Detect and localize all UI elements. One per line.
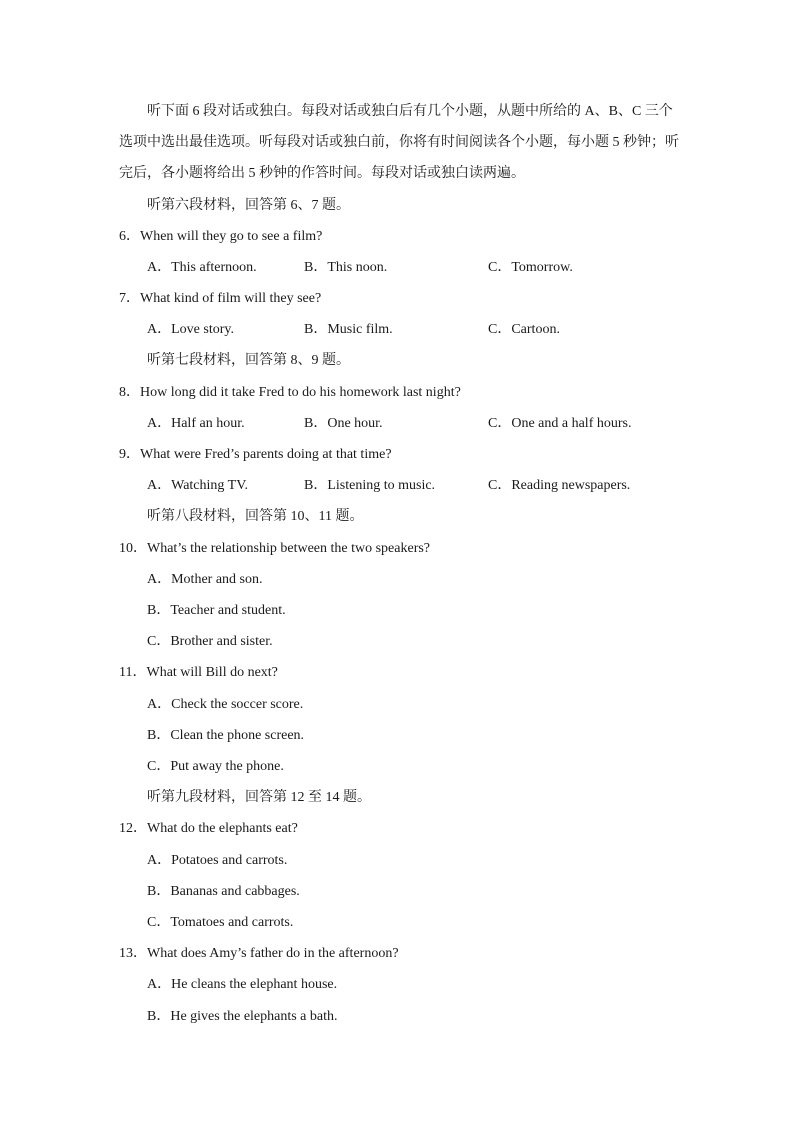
question-8: 8．How long did it take Fred to do his homework last night? bbox=[119, 385, 461, 400]
question-8-option-a: A．Half an hour. bbox=[147, 416, 245, 431]
question-6-option-c: C．Tomorrow. bbox=[488, 260, 573, 275]
instructions-line-3: 完后，各小题将给出 5 秒钟的作答时间。每段对话或独白读两遍。 bbox=[119, 166, 525, 181]
question-11-option-c: C．Put away the phone. bbox=[147, 759, 284, 774]
question-7: 7．What kind of film will they see? bbox=[119, 291, 322, 306]
section-9-heading: 听第九段材料，回答第 12 至 14 题。 bbox=[147, 790, 371, 805]
question-10-option-b: B．Teacher and student. bbox=[147, 603, 286, 618]
question-6: 6．When will they go to see a film? bbox=[119, 229, 323, 244]
instructions-line-2: 选项中选出最佳选项。听每段对话或独白前，你将有时间阅读各个小题，每小题 5 秒钟；听 bbox=[119, 135, 679, 150]
question-8-option-c: C．One and a half hours. bbox=[488, 416, 632, 431]
question-13: 13．What does Amy’s father do in the afternoon? bbox=[119, 946, 399, 961]
question-12-option-b: B．Bananas and cabbages. bbox=[147, 884, 300, 899]
question-7-option-b: B．Music film. bbox=[304, 322, 393, 337]
question-7-option-c: C．Cartoon. bbox=[488, 322, 560, 337]
question-11-option-b: B．Clean the phone screen. bbox=[147, 728, 305, 743]
question-12-option-a: A．Potatoes and carrots. bbox=[147, 853, 288, 868]
section-6-heading: 听第六段材料，回答第 6、7 题。 bbox=[147, 198, 350, 213]
question-12-option-c: C．Tomatoes and carrots. bbox=[147, 915, 294, 930]
question-9-option-a: A．Watching TV. bbox=[147, 478, 249, 493]
question-10-option-c: C．Brother and sister. bbox=[147, 634, 273, 649]
question-12: 12．What do the elephants eat? bbox=[119, 821, 298, 836]
question-9: 9．What were Fred’s parents doing at that time? bbox=[119, 447, 392, 462]
question-7-option-a: A．Love story. bbox=[147, 322, 234, 337]
question-6-option-b: B．This noon. bbox=[304, 260, 388, 275]
question-8-option-b: B．One hour. bbox=[304, 416, 383, 431]
question-10-option-a: A．Mother and son. bbox=[147, 572, 263, 587]
question-11-option-a: A．Check the soccer score. bbox=[147, 697, 304, 712]
question-13-option-a: A．He cleans the elephant house. bbox=[147, 977, 338, 992]
question-6-option-a: A．This afternoon. bbox=[147, 260, 257, 275]
question-11: 11．What will Bill do next? bbox=[119, 665, 278, 680]
question-13-option-b: B．He gives the elephants a bath. bbox=[147, 1009, 338, 1024]
section-8-heading: 听第八段材料，回答第 10、11 题。 bbox=[147, 509, 364, 524]
section-7-heading: 听第七段材料，回答第 8、9 题。 bbox=[147, 353, 350, 368]
question-9-option-b: B．Listening to music. bbox=[304, 478, 436, 493]
question-9-option-c: C．Reading newspapers. bbox=[488, 478, 631, 493]
instructions-line-1: 听下面 6 段对话或独白。每段对话或独白后有几个小题，从题中所给的 A、B、C 三个 bbox=[147, 104, 673, 119]
question-10: 10．What’s the relationship between the two speakers? bbox=[119, 541, 431, 556]
